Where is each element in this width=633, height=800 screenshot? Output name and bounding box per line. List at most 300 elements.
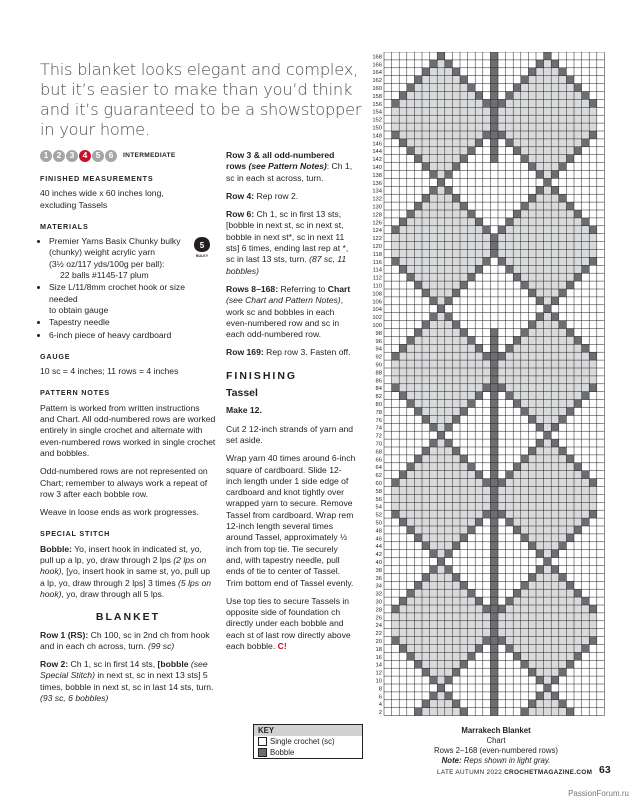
repeat-shade-cell	[498, 368, 506, 376]
repeat-shade-cell	[528, 589, 536, 597]
repeat-shade-cell	[475, 360, 483, 368]
repeat-shade-cell	[430, 131, 438, 139]
repeat-shade-cell	[551, 265, 559, 273]
repeat-shade-cell	[445, 415, 453, 423]
repeat-shade-cell	[551, 257, 559, 265]
repeat-shade-cell	[452, 265, 460, 273]
bobble-cell	[490, 637, 498, 645]
bobble-cell	[536, 60, 544, 68]
bobble-cell	[445, 550, 453, 558]
repeat-shade-cell	[437, 676, 445, 684]
repeat-shade-cell	[551, 368, 559, 376]
repeat-shade-cell	[430, 147, 438, 155]
repeat-shade-cell	[559, 463, 567, 471]
bobble-cell	[528, 68, 536, 76]
repeat-shade-cell	[437, 163, 445, 171]
repeat-shade-cell	[422, 226, 430, 234]
yarn-line: Premier Yarns Basix Chunky bulky	[49, 236, 181, 247]
row-number-label: 162	[372, 78, 382, 85]
repeat-shade-cell	[566, 139, 574, 147]
repeat-shade-cell	[582, 123, 590, 131]
repeat-shade-cell	[528, 510, 536, 518]
bobble-cell	[544, 684, 552, 692]
repeat-shade-cell	[452, 463, 460, 471]
repeat-shade-cell	[414, 479, 422, 487]
bobble-cell	[430, 566, 438, 574]
row-169-instruction	[226, 347, 356, 358]
repeat-shade-cell	[437, 637, 445, 645]
repeat-shade-cell	[521, 384, 529, 392]
repeat-shade-cell	[544, 163, 552, 171]
repeat-shade-cell	[566, 265, 574, 273]
bobble-cell	[506, 645, 514, 653]
repeat-shade-cell	[551, 510, 559, 518]
bobble-cell	[574, 526, 582, 534]
bobble-cell	[437, 558, 445, 566]
repeat-shade-cell	[513, 613, 521, 621]
repeat-shade-cell	[422, 131, 430, 139]
repeat-shade-cell	[521, 494, 529, 502]
repeat-shade-cell	[414, 242, 422, 250]
repeat-shade-cell	[460, 510, 468, 518]
bobble-cell	[551, 692, 559, 700]
repeat-shade-cell	[452, 84, 460, 92]
repeat-shade-cell	[468, 384, 476, 392]
repeat-shade-cell	[414, 510, 422, 518]
repeat-shade-cell	[582, 234, 590, 242]
repeat-shade-cell	[452, 629, 460, 637]
repeat-shade-cell	[475, 502, 483, 510]
repeat-shade-cell	[544, 392, 552, 400]
row-number-label: 26	[375, 615, 382, 622]
repeat-shade-cell	[437, 76, 445, 84]
repeat-shade-cell	[559, 139, 567, 147]
repeat-shade-cell	[452, 281, 460, 289]
repeat-shade-cell	[460, 250, 468, 258]
row-number-label: 74	[375, 425, 382, 432]
repeat-shade-cell	[551, 384, 559, 392]
repeat-shade-cell	[422, 605, 430, 613]
repeat-shade-cell	[536, 250, 544, 258]
repeat-shade-cell	[452, 257, 460, 265]
bobble-cell	[414, 581, 422, 589]
repeat-shade-cell	[399, 242, 407, 250]
repeat-shade-cell	[528, 629, 536, 637]
repeat-shade-cell	[551, 400, 559, 408]
repeat-shade-cell	[551, 645, 559, 653]
repeat-shade-cell	[414, 131, 422, 139]
repeat-shade-cell	[468, 226, 476, 234]
repeat-shade-cell	[551, 84, 559, 92]
bobble-cell	[490, 107, 498, 115]
row-number-label: 8	[378, 686, 382, 693]
row-number-label: 18	[375, 646, 382, 653]
repeat-shade-cell	[422, 660, 430, 668]
repeat-shade-cell	[551, 210, 559, 218]
repeat-shade-cell	[452, 589, 460, 597]
repeat-shade-cell	[566, 471, 574, 479]
bobble-cell	[399, 344, 407, 352]
repeat-shade-cell	[589, 360, 597, 368]
repeat-shade-cell	[506, 510, 514, 518]
repeat-shade-cell	[414, 107, 422, 115]
repeat-shade-cell	[452, 202, 460, 210]
row-number-label: 84	[375, 386, 382, 393]
repeat-shade-cell	[437, 344, 445, 352]
repeat-shade-cell	[551, 242, 559, 250]
repeat-shade-cell	[551, 455, 559, 463]
repeat-shade-cell	[536, 163, 544, 171]
bobble-cell	[392, 510, 400, 518]
repeat-shade-cell	[452, 368, 460, 376]
repeat-shade-cell	[475, 131, 483, 139]
repeat-shade-cell	[521, 479, 529, 487]
repeat-shade-cell	[506, 242, 514, 250]
repeat-shade-cell	[521, 336, 529, 344]
repeat-shade-cell	[528, 218, 536, 226]
repeat-shade-cell	[544, 526, 552, 534]
repeat-shade-cell	[544, 60, 552, 68]
repeat-shade-cell	[544, 518, 552, 526]
repeat-shade-cell	[430, 400, 438, 408]
repeat-shade-cell	[430, 321, 438, 329]
repeat-shade-cell	[468, 107, 476, 115]
repeat-shade-cell	[407, 510, 415, 518]
repeat-shade-cell	[475, 384, 483, 392]
bobble-cell	[513, 589, 521, 597]
repeat-shade-cell	[422, 597, 430, 605]
repeat-shade-cell	[452, 613, 460, 621]
bobble-cell	[414, 281, 422, 289]
bobble-cell	[460, 76, 468, 84]
row-label: Row 169:	[226, 347, 264, 358]
repeat-shade-cell	[528, 250, 536, 258]
repeat-shade-cell	[536, 368, 544, 376]
bobble-cell	[422, 668, 430, 676]
repeat-shade-cell	[445, 479, 453, 487]
bobble-cell	[490, 479, 498, 487]
repeat-shade-cell	[475, 368, 483, 376]
yarn-badge-number: 5	[199, 241, 205, 250]
repeat-shade-cell	[437, 336, 445, 344]
bobble-cell	[445, 171, 453, 179]
repeat-shade-cell	[536, 242, 544, 250]
repeat-shade-cell	[498, 115, 506, 123]
repeat-shade-cell	[437, 518, 445, 526]
row-number-label: 152	[372, 117, 382, 124]
repeat-shade-cell	[551, 668, 559, 676]
repeat-shade-cell	[430, 123, 438, 131]
repeat-shade-cell	[551, 415, 559, 423]
repeat-shade-cell	[422, 202, 430, 210]
row-number-label: 120	[372, 244, 382, 250]
bobble-cell	[490, 250, 498, 258]
repeat-shade-cell	[392, 242, 400, 250]
repeat-shade-cell	[559, 526, 567, 534]
repeat-shade-cell	[437, 400, 445, 408]
stitch-text: Yo, insert hook in indicated st, yo, pull up a lp, yo, draw through 2 lps	[40, 543, 202, 566]
repeat-shade-cell	[521, 218, 529, 226]
repeat-shade-cell	[551, 163, 559, 171]
tassel-heading: Tassel	[226, 387, 258, 400]
bobble-cell	[559, 668, 567, 676]
repeat-shade-cell	[452, 139, 460, 147]
repeat-shade-cell	[559, 76, 567, 84]
repeat-shade-cell	[437, 439, 445, 447]
repeat-shade-cell	[399, 605, 407, 613]
repeat-shade-cell	[513, 471, 521, 479]
repeat-shade-cell	[445, 376, 453, 384]
bobble-cell	[490, 352, 498, 360]
repeat-shade-cell	[430, 368, 438, 376]
bobble-cell	[392, 637, 400, 645]
repeat-shade-cell	[559, 155, 567, 163]
repeat-shade-cell	[574, 613, 582, 621]
repeat-shade-cell	[528, 242, 536, 250]
repeat-shade-cell	[414, 368, 422, 376]
repeat-shade-cell	[521, 368, 529, 376]
repeat-shade-cell	[422, 147, 430, 155]
row-number-label: 148	[372, 133, 382, 140]
bobble-cell	[445, 692, 453, 700]
repeat-shade-cell	[536, 234, 544, 242]
row-number-label: 62	[375, 473, 382, 480]
bobble-cell	[422, 542, 430, 550]
bobble-cell	[490, 76, 498, 84]
repeat-shade-cell	[430, 202, 438, 210]
repeat-shade-cell	[513, 637, 521, 645]
bobble-cell	[528, 447, 536, 455]
repeat-shade-cell	[452, 384, 460, 392]
repeat-shade-cell	[452, 336, 460, 344]
bobble-cell	[528, 542, 536, 550]
bobble-cell	[490, 415, 498, 423]
repeat-shade-cell	[460, 344, 468, 352]
footer-issue: LATE AUTUMN 2022	[437, 769, 505, 776]
bobble-cell	[506, 471, 514, 479]
repeat-shade-cell	[437, 652, 445, 660]
bobble-cell	[414, 155, 422, 163]
bobble-cell	[452, 68, 460, 76]
repeat-shade-cell	[460, 360, 468, 368]
repeat-shade-cell	[559, 613, 567, 621]
row-1-instruction	[40, 630, 216, 653]
repeat-shade-cell	[566, 518, 574, 526]
repeat-shade-cell	[452, 660, 460, 668]
stitch-text: , [yo, insert hook in same st, yo, pull up a lp, yo, draw through 2 lps] 3 times	[40, 566, 211, 588]
repeat-shade-cell	[566, 226, 574, 234]
bobble-cell	[582, 344, 590, 352]
repeat-shade-cell	[559, 84, 567, 92]
repeat-shade-cell	[430, 573, 438, 581]
repeat-shade-cell	[513, 265, 521, 273]
repeat-shade-cell	[475, 487, 483, 495]
row-text: in next st, sc in next 13 sts] 5 times, bobble in next st, sc in last 14 sts, turn.	[40, 670, 214, 692]
bobble-cell	[475, 518, 483, 526]
stitch-italic: (2 lps on hook)	[40, 555, 207, 577]
repeat-shade-cell	[452, 510, 460, 518]
repeat-shade-cell	[414, 494, 422, 502]
repeat-shade-cell	[521, 210, 529, 218]
repeat-shade-cell	[551, 234, 559, 242]
repeat-shade-cell	[521, 84, 529, 92]
repeat-shade-cell	[399, 376, 407, 384]
repeat-shade-cell	[437, 376, 445, 384]
repeat-shade-cell	[452, 115, 460, 123]
repeat-shade-cell	[445, 115, 453, 123]
repeat-shade-cell	[437, 463, 445, 471]
repeat-shade-cell	[445, 289, 453, 297]
repeat-shade-cell	[475, 605, 483, 613]
repeat-shade-cell	[407, 257, 415, 265]
repeat-shade-cell	[445, 84, 453, 92]
repeat-shade-cell	[460, 107, 468, 115]
repeat-shade-cell	[422, 115, 430, 123]
bobble-cell	[468, 400, 476, 408]
repeat-shade-cell	[513, 645, 521, 653]
bobble-cell	[551, 186, 559, 194]
row-number-label: 160	[372, 86, 382, 92]
repeat-shade-cell	[498, 502, 506, 510]
bobble-cell	[392, 99, 400, 107]
bobble-cell	[452, 542, 460, 550]
repeat-shade-cell	[536, 376, 544, 384]
bobble-cell	[490, 123, 498, 131]
bobble-cell	[521, 155, 529, 163]
repeat-shade-cell	[468, 471, 476, 479]
bobble-cell	[513, 463, 521, 471]
repeat-shade-cell	[521, 392, 529, 400]
yarn-line: (3½ oz/117 yds/100g per ball):	[49, 258, 165, 269]
repeat-shade-cell	[460, 463, 468, 471]
repeat-shade-cell	[399, 226, 407, 234]
bobble-cell	[490, 360, 498, 368]
repeat-shade-cell	[528, 479, 536, 487]
repeat-shade-cell	[574, 392, 582, 400]
repeat-shade-cell	[445, 652, 453, 660]
repeat-shade-cell	[414, 123, 422, 131]
bobble-cell	[490, 494, 498, 502]
repeat-shade-cell	[407, 605, 415, 613]
repeat-shade-cell	[483, 242, 491, 250]
bobble-cell	[392, 131, 400, 139]
bobble-cell	[544, 305, 552, 313]
key-label: Single crochet (sc)	[270, 737, 335, 746]
repeat-shade-cell	[437, 242, 445, 250]
row-number-label: 54	[375, 504, 382, 511]
repeat-shade-cell	[582, 257, 590, 265]
repeat-shade-cell	[513, 139, 521, 147]
repeat-shade-cell	[430, 605, 438, 613]
bobble-cell	[528, 163, 536, 171]
repeat-shade-cell	[551, 542, 559, 550]
bobble-cell	[528, 194, 536, 202]
bobble-cell	[452, 415, 460, 423]
bobble-cell	[551, 60, 559, 68]
repeat-shade-cell	[536, 123, 544, 131]
repeat-shade-cell	[437, 487, 445, 495]
bobble-cell	[490, 147, 498, 155]
repeat-shade-cell	[536, 202, 544, 210]
repeat-shade-cell	[437, 107, 445, 115]
repeat-shade-cell	[437, 597, 445, 605]
repeat-shade-cell	[468, 344, 476, 352]
note-text: Reps shown in light gray.	[461, 756, 551, 765]
repeat-shade-cell	[566, 637, 574, 645]
row-number-label: 66	[375, 457, 382, 464]
repeat-shade-cell	[566, 652, 574, 660]
row-number-label: 110	[372, 283, 382, 290]
repeat-shade-cell	[422, 384, 430, 392]
bobble-cell	[551, 676, 559, 684]
repeat-shade-cell	[422, 708, 430, 716]
repeat-shade-cell	[399, 629, 407, 637]
repeat-shade-cell	[430, 139, 438, 147]
special-stitch-heading: SPECIAL STITCH	[40, 529, 111, 539]
repeat-shade-cell	[460, 123, 468, 131]
repeat-shade-cell	[559, 471, 567, 479]
repeat-shade-cell	[437, 621, 445, 629]
repeat-shade-cell	[414, 463, 422, 471]
repeat-shade-cell	[460, 518, 468, 526]
repeat-shade-cell	[422, 123, 430, 131]
bobble-cell	[483, 605, 491, 613]
repeat-shade-cell	[452, 645, 460, 653]
repeat-shade-cell	[536, 479, 544, 487]
repeat-shade-cell	[559, 92, 567, 100]
bobble-cell	[437, 305, 445, 313]
repeat-shade-cell	[582, 250, 590, 258]
repeat-shade-cell	[437, 660, 445, 668]
repeat-shade-cell	[528, 131, 536, 139]
repeat-shade-cell	[574, 605, 582, 613]
bobble-cell	[521, 408, 529, 416]
bobble-cell	[544, 52, 552, 60]
repeat-shade-cell	[475, 123, 483, 131]
bobble-cell	[582, 518, 590, 526]
repeat-shade-cell	[407, 344, 415, 352]
bobble-cell	[437, 431, 445, 439]
sc-swatch	[258, 737, 267, 746]
repeat-shade-cell	[430, 281, 438, 289]
repeat-shade-cell	[430, 447, 438, 455]
repeat-shade-cell	[574, 250, 582, 258]
repeat-shade-cell	[422, 455, 430, 463]
repeat-shade-cell	[551, 99, 559, 107]
repeat-shade-cell	[468, 99, 476, 107]
bobble-cell	[566, 581, 574, 589]
repeat-shade-cell	[544, 336, 552, 344]
bobble-cell	[490, 447, 498, 455]
repeat-shade-cell	[430, 250, 438, 258]
repeat-shade-cell	[528, 581, 536, 589]
repeat-shade-cell	[414, 526, 422, 534]
repeat-shade-cell	[430, 502, 438, 510]
repeat-shade-cell	[566, 463, 574, 471]
repeat-shade-cell	[407, 629, 415, 637]
repeat-shade-cell	[574, 234, 582, 242]
bobble-cell	[399, 139, 407, 147]
repeat-shade-cell	[430, 265, 438, 273]
repeat-shade-cell	[566, 352, 574, 360]
repeat-shade-cell	[468, 242, 476, 250]
bobble-cell	[559, 415, 567, 423]
repeat-shade-cell	[544, 76, 552, 84]
repeat-shade-cell	[574, 265, 582, 273]
bobble-cell	[407, 652, 415, 660]
repeat-shade-cell	[422, 637, 430, 645]
repeat-shade-cell	[407, 471, 415, 479]
